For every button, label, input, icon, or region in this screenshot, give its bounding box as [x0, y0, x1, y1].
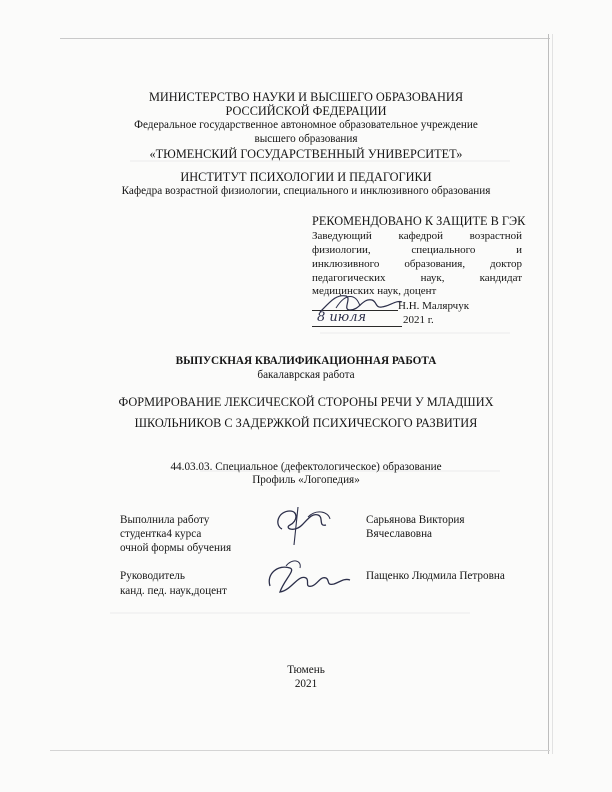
department-name: Кафедра возрастной физиологии, специального и инклюзивного образования [121, 185, 491, 197]
institution-line-2: высшего образования [254, 133, 358, 145]
bleed-through-mark [110, 612, 470, 614]
institution-line-1: Федеральное государственное автономное образовательное учреждение [134, 119, 478, 131]
scan-edge-bottom [50, 750, 550, 751]
footer-city: Тюмень [287, 664, 325, 676]
approval-line-4: педагогических наук, кандидат [312, 272, 522, 284]
ministry-line-1: МИНИСТЕРСТВО НАУКИ И ВЫСШЕГО ОБРАЗОВАНИЯ [148, 90, 464, 104]
approval-line-5: медицинских наук, доцент [312, 285, 437, 297]
author-signature-icon [268, 503, 338, 547]
approval-line-2: физиологии, специального и [312, 244, 522, 256]
specialty: 44.03.03. Специальное (дефектологическое) образование [170, 461, 442, 473]
approval-title: РЕКОМЕНДОВАНО К ЗАЩИТЕ В ГЭК [312, 214, 526, 228]
head-of-department-name: Н.Н. Малярчук [398, 300, 470, 312]
supervisor-name: Пащенко Людмила Петровна [366, 570, 505, 582]
work-level: бакалаврская работа [257, 369, 355, 381]
approval-date-handwritten: 8 июля [317, 310, 367, 325]
author-name-line-1: Сарьянова Виктория [366, 514, 465, 526]
work-type: ВЫПУСКНАЯ КВАЛИФИКАЦИОННАЯ РАБОТА [175, 355, 437, 367]
supervisor-signature-icon [262, 556, 354, 600]
author-name-line-2: Вячеславовна [366, 528, 433, 540]
approval-line-1: Заведующий кафедрой возрастной [312, 230, 522, 242]
author-role-line-1: Выполнила работу [120, 514, 210, 526]
bleed-through-mark [320, 332, 510, 334]
ministry-line-2: РОССИЙСКОЙ ФЕДЕРАЦИИ [225, 104, 387, 118]
approval-year: 2021 г. [403, 314, 434, 326]
author-role-line-2: студентка4 курса [120, 528, 202, 540]
university-name: «ТЮМЕНСКИЙ ГОСУДАРСТВЕННЫЙ УНИВЕРСИТЕТ» [149, 147, 463, 161]
scan-edge-top [60, 38, 550, 39]
work-title-line-2: ШКОЛЬНИКОВ С ЗАДЕРЖКОЙ ПСИХИЧЕСКОГО РАЗВИТИЯ [134, 416, 478, 430]
profile: Профиль «Логопедия» [252, 474, 360, 486]
author-role-line-3: очной формы обучения [120, 542, 232, 554]
supervisor-role-line-2: канд. пед. наук,доцент [120, 585, 227, 597]
institute-name: ИНСТИТУТ ПСИХОЛОГИИ И ПЕДАГОГИКИ [180, 170, 432, 184]
approval-line-3: инклюзивного образования, доктор [312, 258, 522, 270]
approval-date-line [312, 326, 402, 327]
footer-year: 2021 [294, 678, 318, 690]
supervisor-role-line-1: Руководитель [120, 570, 185, 582]
work-title-line-1: ФОРМИРОВАНИЕ ЛЕКСИЧЕСКОЙ СТОРОНЫ РЕЧИ У МЛАДШИХ [118, 395, 494, 409]
